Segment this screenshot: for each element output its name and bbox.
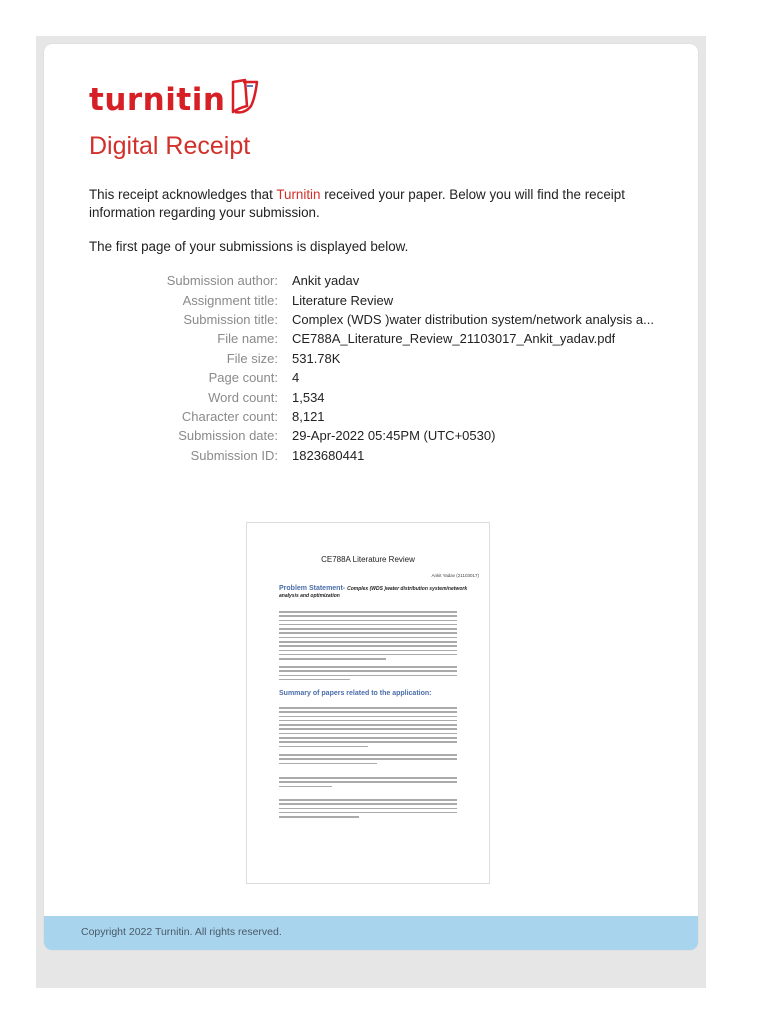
detail-value: 1,534 <box>292 389 325 405</box>
copyright-text: Copyright 2022 Turnitin. All rights reserved. <box>81 926 282 938</box>
preview-heading-problem-rest: Complex (WDS )water distribution system/network analysis and optimization <box>279 586 468 599</box>
intro-text <box>89 186 689 222</box>
detail-value: 1823680441 <box>292 447 365 463</box>
detail-row <box>104 426 684 445</box>
detail-value: Ankit yadav <box>292 273 360 289</box>
preview-paragraph <box>279 799 457 820</box>
page-background <box>36 36 706 988</box>
detail-label: Page count: <box>208 370 278 386</box>
intro-brand: Turnitin <box>276 187 321 202</box>
detail-row <box>104 349 684 368</box>
intro-part2: received your paper. Below you will find the receipt information regarding your submission. <box>89 187 625 220</box>
detail-row <box>104 329 684 348</box>
first-page-note: The first page of your submissions is displayed below. <box>89 239 409 254</box>
detail-row <box>104 271 684 290</box>
detail-label: Word count: <box>208 389 278 405</box>
detail-value: Literature Review <box>292 292 394 308</box>
detail-value: 8,121 <box>292 408 325 424</box>
detail-value: 29-Apr-2022 05:45PM (UTC+0530) <box>292 428 496 444</box>
detail-label: Submission date: <box>178 428 278 444</box>
detail-value: 531.78K <box>292 350 341 366</box>
detail-value: 4 <box>292 370 300 386</box>
logo-text: turnitin <box>89 82 226 118</box>
preview-title: CE788A Literature Review <box>321 555 415 564</box>
preview-paragraph <box>279 707 457 750</box>
preview-heading-problem-label: Problem Statement- <box>279 585 346 592</box>
first-page-preview <box>246 522 490 884</box>
detail-row <box>104 290 684 309</box>
preview-paragraph <box>279 777 457 790</box>
detail-label: Character count: <box>181 408 278 424</box>
detail-label: Submission author: <box>166 273 278 289</box>
paper-icon <box>227 76 261 116</box>
detail-row <box>104 446 684 465</box>
intro-part1: This receipt acknowledges that <box>89 187 277 202</box>
preview-heading-problem <box>279 585 469 599</box>
detail-label: Submission ID: <box>190 447 278 463</box>
preview-paragraph <box>279 666 457 683</box>
detail-value: Complex (WDS )water distribution system/network analysis a... <box>292 311 654 327</box>
detail-label: File name: <box>217 331 278 347</box>
page-title: Digital Receipt <box>89 132 251 160</box>
receipt-card <box>44 44 698 950</box>
detail-row <box>104 310 684 329</box>
detail-label: Submission title: <box>183 311 278 327</box>
preview-paragraph <box>279 754 457 767</box>
detail-row <box>104 368 684 387</box>
submission-details <box>104 271 684 465</box>
preview-paragraph <box>279 611 457 662</box>
preview-heading-summary: Summary of papers related to the application: <box>279 690 432 697</box>
detail-label: Assignment title: <box>182 292 278 308</box>
footer <box>44 916 698 950</box>
preview-author: Ankit Yadav (21103017) <box>431 573 479 578</box>
detail-row <box>104 407 684 426</box>
detail-row <box>104 387 684 406</box>
turnitin-logo <box>89 72 261 116</box>
detail-label: File size: <box>226 350 278 366</box>
detail-value: CE788A_Literature_Review_21103017_Ankit_yadav.pdf <box>292 331 616 347</box>
